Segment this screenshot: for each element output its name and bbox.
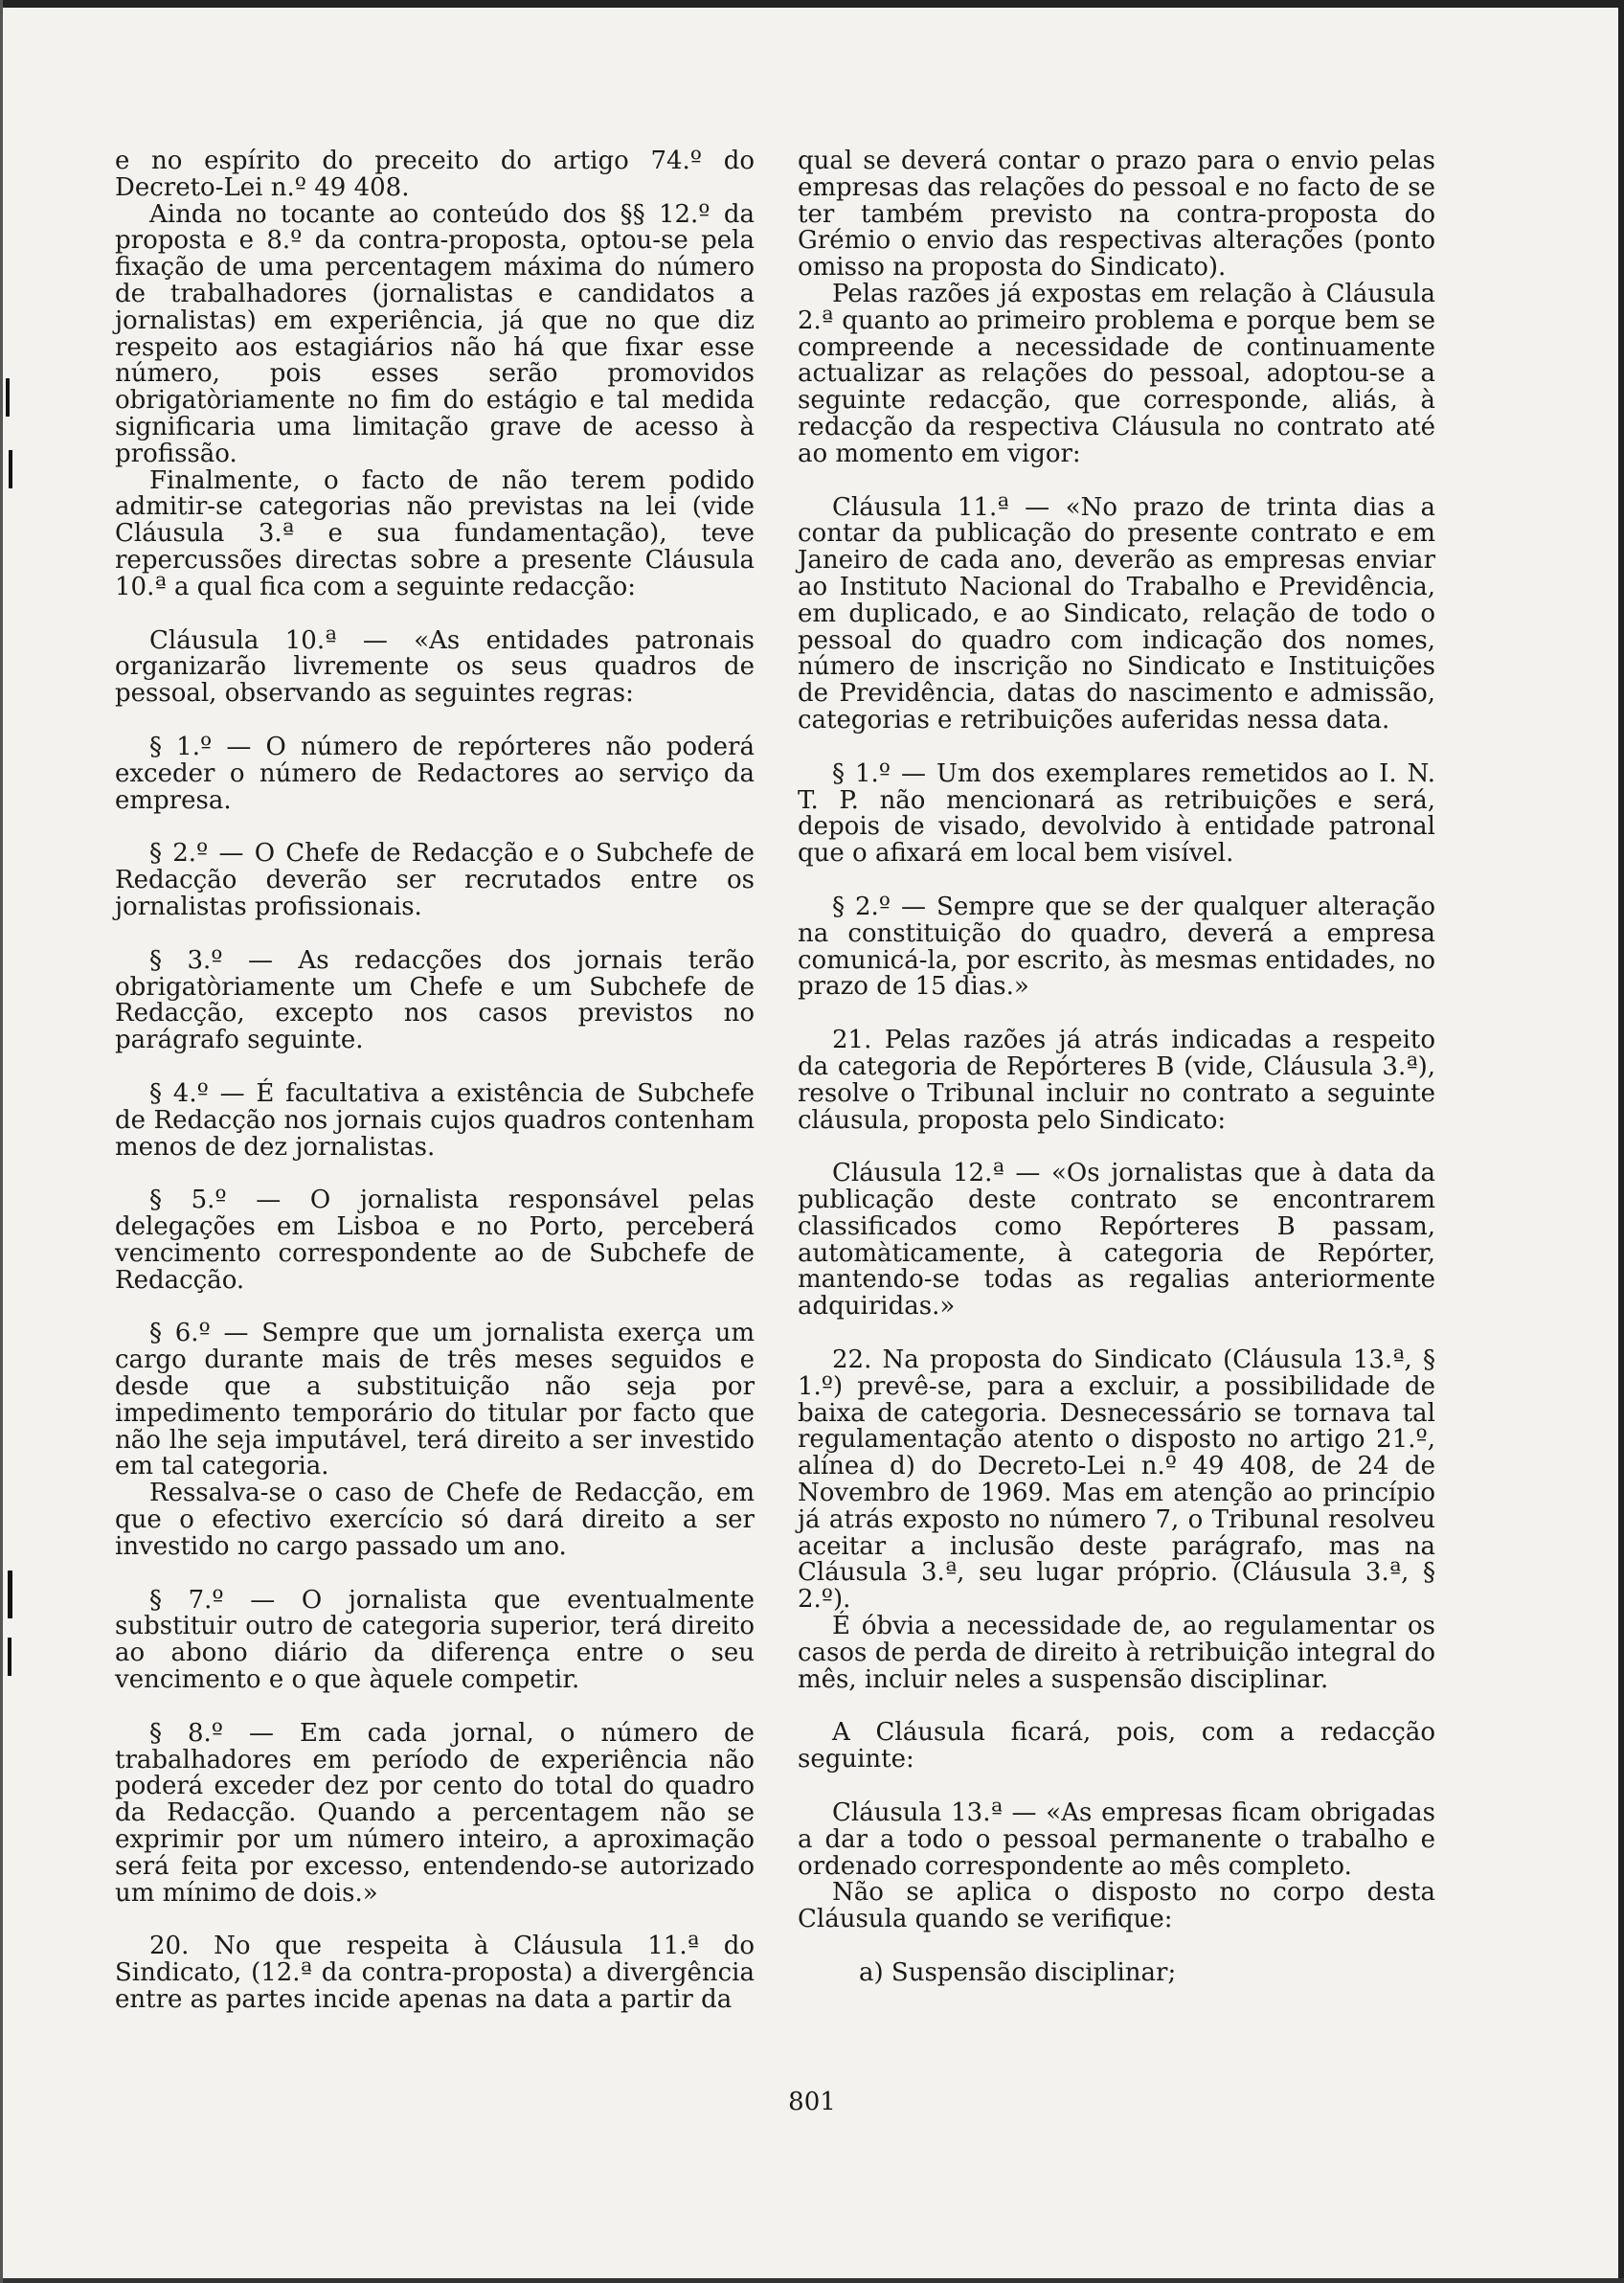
- scan-mark: [8, 1571, 12, 1618]
- clause-heading: Cláusula 12.ª — «Os jornalistas que à data da publicação deste contrato se encontrarem classificados como Repórteres B passam, automàticamente, à categoria de Repórter, mantendo-se todas as regalias anteriormente adquiridas.»: [798, 1159, 1435, 1322]
- paragraph: A Cláusula ficará, pois, com a redacção seguinte:: [798, 1718, 1435, 1774]
- clause-paragraph: § 2.º — O Chefe de Redacção e o Subchefe de Redacção deverão ser recrutados entre os jornalistas profissionais.: [115, 839, 755, 921]
- scan-mark: [6, 378, 10, 417]
- paragraph: Não se aplica o disposto no corpo desta Cláusula quando se verifique:: [798, 1878, 1435, 1934]
- clause-heading: Cláusula 13.ª — «As empresas ficam obrigadas a dar a todo o pessoal permanente o trabalho e ordenado correspondente ao mês completo.: [798, 1798, 1435, 1881]
- paragraph: qual se deverá contar o prazo para o envio pelas empresas das relações do pessoal e no facto de se ter também previsto na contra-proposta do Grémio o envio das respectivas alterações (ponto omisso na proposta do Sindicato).: [798, 147, 1435, 283]
- right-column: [798, 148, 1435, 1987]
- paragraph: Pelas razões já expostas em relação à Cláusula 2.ª quanto ao primeiro problema e porque bem se compreende a necessidade de continuamente actualizar as relações do pessoal, adoptou-se a seguinte redacção, que corresponde, aliás, à redacção da respectiva Cláusula no contrato até ao momento em vigor:: [798, 279, 1435, 468]
- page-edge-left: [0, 0, 3, 2283]
- clause-paragraph: § 3.º — As redacções dos jornais terão obrigatòriamente um Chefe e um Subchefe de Redacção, excepto nos casos previstos no parágrafo seguinte.: [115, 945, 755, 1055]
- page-edge-top: [0, 0, 1624, 8]
- left-column: [115, 148, 755, 2014]
- clause-paragraph: § 4.º — É facultativa a existência de Subchefe de Redacção nos jornais cujos quadros contenham menos de dez jornalistas.: [115, 1078, 755, 1162]
- clause-paragraph: Ressalva-se o caso de Chefe de Redacção, em que o efectivo exercício só dará direito a ser investido no cargo passado um ano.: [115, 1479, 755, 1561]
- numbered-paragraph: 22. Na proposta do Sindicato (Cláusula 13.ª, § 1.º) prevê-se, para a excluir, a possibilidade de baixa de categoria. Desnecessário se tornava tal regulamentação atento o disposto no artigo 21.º, alínea d) do Decreto-Lei n.º 49 408, de 24 de Novembro de 1969. Mas em atenção ao princípio já atrás exposto no número 7, o Tribunal resolveu aceitar a inclusão deste parágrafo, mas na Cláusula 3.ª, seu lugar próprio. (Cláusula 3.ª, § 2.º).: [798, 1345, 1435, 1615]
- clause-paragraph: § 5.º — O jornalista responsável pelas delegações em Lisboa e no Porto, perceberá vencimento correspondente ao de Subchefe de Redacção.: [115, 1186, 755, 1295]
- page-edge-bottom: [0, 2278, 1624, 2283]
- scan-mark: [8, 1638, 11, 1676]
- clause-paragraph: § 8.º — Em cada jornal, o número de trabalhadores em período de experiência não poderá exceder dez por cento do total do quadro da Redacção. Quando a percentagem não se exprimir por um número inteiro, a aproximação será feita por excesso, entendendo-se autorizado um mínimo de dois.»: [115, 1718, 755, 1908]
- clause-paragraph: § 7.º — O jornalista que eventualmente substituir outro de categoria superior, terá direito ao abono diário da diferença entre o seu vencimento e o que àquele competir.: [115, 1585, 755, 1695]
- paragraph: Finalmente, o facto de não terem podido admitir-se categorias não previstas na lei (vide Cláusula 3.ª e sua fundamentação), teve repercussões directas sobre a presente Cláusula 10.ª a qual fica com a seguinte redacção:: [115, 465, 755, 601]
- clause-paragraph: § 1.º — Um dos exemplares remetidos ao I. N. T. P. não mencionará as retribuições e será, depois de visado, devolvido à entidade patronal que o afixará em local bem visível.: [798, 758, 1435, 869]
- clause-paragraph: § 2.º — Sempre que se der qualquer alteração na constituição do quadro, deverá a empresa comunicá-la, por escrito, às mesmas entidades, no prazo de 15 dias.»: [798, 892, 1435, 1002]
- paragraph: e no espírito do preceito do artigo 74.º do Decreto-Lei n.º 49 408.: [115, 147, 755, 202]
- numbered-paragraph: 20. No que respeita à Cláusula 11.ª do Sindicato, (12.ª da contra-proposta) a divergência entre as partes incide apenas na data a partir da: [115, 1932, 755, 2015]
- scan-mark: [9, 450, 12, 488]
- page-edge-right: [1618, 0, 1624, 2283]
- paragraph: É óbvia a necessidade de, ao regulamentar os casos de perda de direito à retribuição integral do mês, incluir neles a suspensão disciplinar.: [798, 1612, 1435, 1694]
- numbered-paragraph: 21. Pelas razões já atrás indicadas a respeito da categoria de Repórteres B (vide, Cláusula 3.ª), resolve o Tribunal incluir no contrato a seguinte cláusula, proposta pelo Sindicato:: [798, 1026, 1435, 1135]
- clause-paragraph: § 1.º — O número de repórteres não poderá exceder o número de Redactores ao serviço da empresa.: [115, 732, 755, 815]
- clause-paragraph: § 6.º — Sempre que um jornalista exerça um cargo durante mais de três meses seguidos e desde que a substituição não seja por impedimento temporário do titular por facto que não lhe seja imputável, terá direito a ser investido em tal categoria.: [115, 1319, 755, 1481]
- list-item: a) Suspensão disciplinar;: [859, 1958, 1177, 1988]
- paragraph: Ainda no tocante ao conteúdo dos §§ 12.º da proposta e 8.º da contra-proposta, optou-se pela fixação de uma percentagem máxima do número de trabalhadores (jornalistas e candidatos a jornalistas) em experiência, já que no que diz respeito aos estagiários não há que fixar esse número, pois esses serão promovidos obrigatòriamente no fim do estágio e tal medida significaria uma limitação grave de acesso à profissão.: [115, 199, 755, 468]
- clause-heading: Cláusula 11.ª — «No prazo de trinta dias a contar da publicação do presente contrato e em Janeiro de cada ano, deverão as empresas enviar ao Instituto Nacional do Trabalho e Previdência, em duplicado, e ao Sindicato, relação de todo o pessoal do quadro com indicação dos nomes, número de inscrição no Sindicato e Instituições de Previdência, datas do nascimento e admissão, categorias e retribuições auferidas nessa data.: [798, 492, 1435, 735]
- page-number: 801: [788, 2088, 836, 2116]
- clause-heading: Cláusula 10.ª — «As entidades patronais organizarão livremente os seus quadros de pessoal, observando as seguintes regras:: [115, 625, 755, 709]
